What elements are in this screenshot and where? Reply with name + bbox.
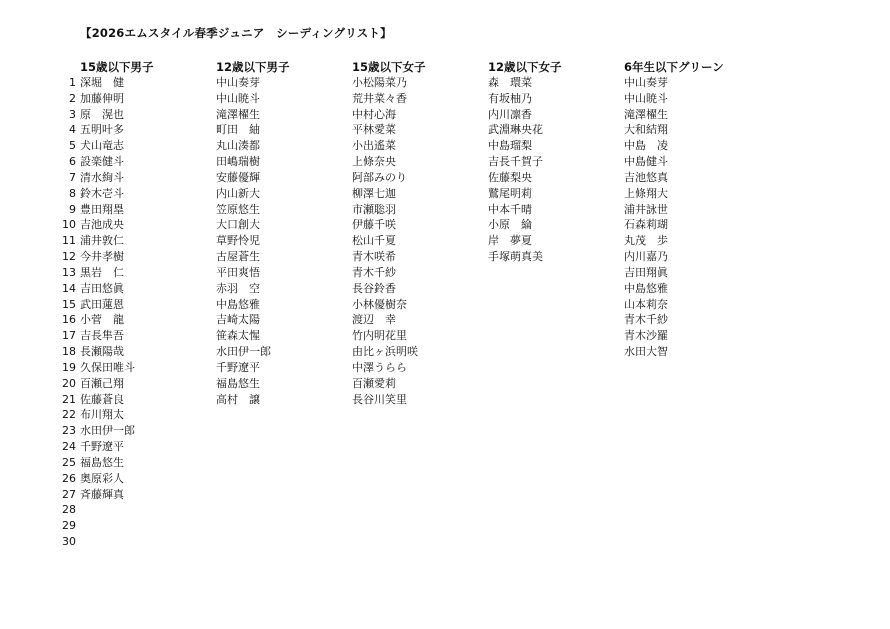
player-name: 森 環菜: [488, 76, 532, 89]
player-name: 吉田悠眞: [80, 281, 124, 295]
player-name: 中澤うらら: [352, 360, 407, 374]
player-name: 笠原悠生: [216, 202, 260, 216]
player-name: 手塚萌真美: [488, 250, 543, 264]
row-number: 23: [62, 424, 76, 438]
player-name: 石森莉瑚: [624, 218, 668, 232]
row-number: 26: [62, 471, 76, 485]
row-number: 20: [62, 376, 76, 390]
row-number: 18: [62, 345, 76, 359]
seeding-list: [352, 75, 482, 407]
column-header: 6年生以下グリーン: [624, 60, 724, 74]
player-name: 水田伊一郎: [80, 424, 135, 438]
player-name: 奥原彩人: [80, 471, 124, 485]
player-name: 吉崎太陽: [216, 313, 260, 327]
player-name: 福島悠生: [216, 376, 260, 390]
seeding-list: [216, 75, 346, 407]
player-name: 中山奏芽: [216, 76, 260, 89]
player-name: 加藤伸明: [80, 91, 124, 105]
player-name: 中島悠雅: [624, 281, 668, 295]
player-name: 武淵琳央花: [488, 123, 543, 137]
player-name: 中本千晴: [488, 202, 532, 216]
player-name: 久保田唯斗: [80, 360, 135, 374]
player-name: 柳澤七迦: [352, 186, 396, 200]
player-name: 中島悠雅: [216, 297, 260, 311]
row-number: 4: [69, 123, 76, 137]
player-name: 福島悠生: [80, 455, 124, 469]
column-header: 15歳以下女子: [352, 60, 426, 74]
player-name: 草野怜児: [216, 234, 260, 248]
player-name: 阿部みのり: [352, 170, 407, 184]
row-number: 11: [62, 234, 76, 248]
column-girls-u12: [488, 59, 618, 265]
player-name: 笹森太惺: [216, 329, 260, 343]
row-number: 12: [62, 250, 76, 264]
player-name: 中山暁斗: [216, 91, 260, 105]
player-name: 内川凛香: [488, 107, 532, 121]
row-number: 6: [69, 155, 76, 169]
player-name: 百瀬己翔: [80, 376, 124, 390]
column-header: 15歳以下男子: [80, 60, 154, 74]
player-name: 原 滉也: [80, 107, 124, 121]
player-name: 設楽健斗: [80, 155, 124, 169]
player-name: 丸茂 歩: [624, 234, 668, 248]
player-name: 荒井菜々香: [352, 91, 407, 105]
player-name: 高村 譲: [216, 392, 260, 406]
row-number: 5: [69, 139, 76, 153]
row-number: 29: [62, 519, 76, 533]
row-number: 3: [69, 107, 76, 121]
player-name: 豊田翔塁: [80, 202, 124, 216]
player-name: 佐藤蒼良: [80, 392, 124, 406]
row-number: 10: [62, 218, 76, 232]
player-name: 深堀 健: [80, 76, 124, 89]
player-name: 吉長隼吾: [80, 329, 124, 343]
player-name: 上條奈央: [352, 155, 396, 169]
player-name: 中島瑠梨: [488, 139, 532, 153]
row-number: 13: [62, 265, 76, 279]
row-number: 30: [62, 535, 76, 549]
player-name: 中島健斗: [624, 155, 668, 169]
player-name: 小松陽菜乃: [352, 76, 407, 89]
column-header: 12歳以下女子: [488, 60, 562, 74]
player-name: 中村心海: [352, 107, 396, 121]
player-name: 黒岩 仁: [80, 265, 124, 279]
row-number: 7: [69, 170, 76, 184]
player-name: 小原 綸: [488, 218, 532, 232]
player-name: 古屋蒼生: [216, 250, 260, 264]
seeding-list: [488, 75, 618, 265]
player-name: 滝澤櫂生: [624, 107, 668, 121]
player-name: 長谷鈴香: [352, 281, 396, 295]
player-name: 鈴木壱斗: [80, 186, 124, 200]
player-name: 中山暁斗: [624, 91, 668, 105]
player-name: 長瀬陽哉: [80, 345, 124, 359]
player-name: 千野遼平: [80, 440, 124, 454]
player-name: 中山奏芽: [624, 76, 668, 89]
player-name: 由比ヶ浜明咲: [352, 345, 418, 359]
player-name: 長谷川笑里: [352, 392, 407, 406]
player-name: 百瀬愛莉: [352, 376, 396, 390]
row-number: 8: [69, 186, 76, 200]
player-name: 市瀬聡羽: [352, 202, 396, 216]
row-number: 27: [62, 487, 76, 501]
player-name: 青木千紗: [352, 265, 396, 279]
row-number: 15: [62, 297, 76, 311]
player-name: 今井孝樹: [80, 250, 124, 264]
column-green-grade6: [624, 59, 754, 360]
player-name: 渡辺 幸: [352, 313, 396, 327]
player-name: 清水絢斗: [80, 170, 124, 184]
row-number-column: [54, 75, 76, 550]
player-name: 武田蓮恩: [80, 297, 124, 311]
player-name: 五明叶多: [80, 123, 124, 137]
player-name: 上條翔大: [624, 186, 668, 200]
player-name: 青木沙羅: [624, 329, 668, 343]
player-name: 松山千夏: [352, 234, 396, 248]
player-name: 内山新大: [216, 186, 260, 200]
player-name: 吉池成央: [80, 218, 124, 232]
player-name: 大和結翔: [624, 123, 668, 137]
player-name: 伊藤千咲: [352, 218, 396, 232]
player-name: 犬山竜志: [80, 139, 124, 153]
player-name: 小出遙菜: [352, 139, 396, 153]
player-name: 赤羽 空: [216, 281, 260, 295]
row-number: 28: [62, 503, 76, 517]
player-name: 斉藤輝真: [80, 487, 124, 501]
player-name: 浦井敦仁: [80, 234, 124, 248]
player-name: 山本莉奈: [624, 297, 668, 311]
column-boys-u15: [80, 59, 210, 502]
row-number: 17: [62, 329, 76, 343]
document-title: 【2026エムスタイル春季ジュニア シーディングリスト】: [80, 26, 392, 40]
player-name: 平田爽悟: [216, 265, 260, 279]
player-name: 平林愛菜: [352, 123, 396, 137]
player-name: 岸 夢夏: [488, 234, 532, 248]
player-name: 浦井詠世: [624, 202, 668, 216]
player-name: 小菅 龍: [80, 313, 124, 327]
player-name: 田嶋瑞樹: [216, 155, 260, 169]
player-name: 小林優樹奈: [352, 297, 407, 311]
player-name: 千野遼平: [216, 360, 260, 374]
column-header: 12歳以下男子: [216, 60, 290, 74]
row-number: 24: [62, 440, 76, 454]
player-name: 佐藤梨央: [488, 170, 532, 184]
player-name: 町田 紬: [216, 123, 260, 137]
player-name: 青木咲希: [352, 250, 396, 264]
player-name: 水田伊一郎: [216, 345, 271, 359]
player-name: 滝澤櫂生: [216, 107, 260, 121]
player-name: 水田大智: [624, 345, 668, 359]
player-name: 鷲尾明莉: [488, 186, 532, 200]
row-number: 2: [69, 91, 76, 105]
seeding-list: [624, 75, 754, 360]
row-number: 19: [62, 360, 76, 374]
player-name: 吉田翔眞: [624, 265, 668, 279]
column-boys-u12: [216, 59, 346, 407]
row-number: 9: [69, 202, 76, 216]
seeding-list: [80, 75, 210, 502]
player-name: 青木千紗: [624, 313, 668, 327]
player-name: 吉池悠真: [624, 170, 668, 184]
row-number: 1: [69, 76, 76, 89]
player-name: 大口創大: [216, 218, 260, 232]
player-name: 竹内明花里: [352, 329, 407, 343]
player-name: 中島 凌: [624, 139, 668, 153]
player-name: 布川翔太: [80, 408, 124, 422]
player-name: 有坂柚乃: [488, 91, 532, 105]
row-number: 25: [62, 455, 76, 469]
column-girls-u15: [352, 59, 482, 407]
row-number: 14: [62, 281, 76, 295]
player-name: 安藤優輝: [216, 170, 260, 184]
row-number: 21: [62, 392, 76, 406]
row-number: 22: [62, 408, 76, 422]
player-name: 吉長千賀子: [488, 155, 543, 169]
row-number: 16: [62, 313, 76, 327]
player-name: 丸山湊都: [216, 139, 260, 153]
player-name: 内川嘉乃: [624, 250, 668, 264]
